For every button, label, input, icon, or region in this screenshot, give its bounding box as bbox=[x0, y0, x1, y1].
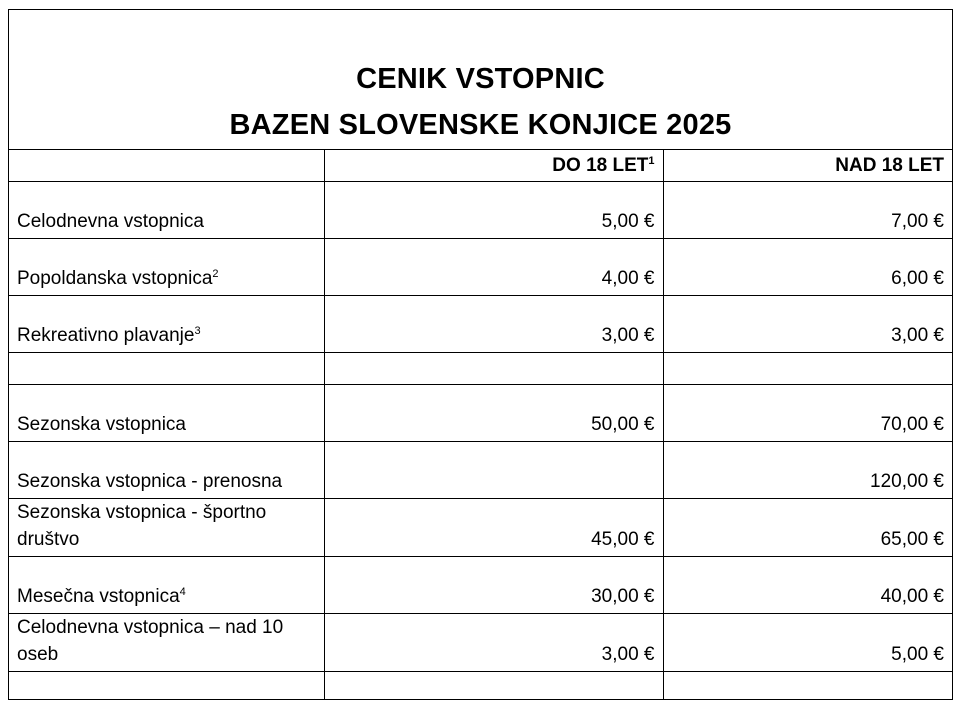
table-row bbox=[9, 384, 952, 441]
price-under-18: 30,00 € bbox=[324, 556, 663, 613]
price-sheet bbox=[8, 9, 953, 700]
table-row bbox=[9, 238, 952, 295]
table-row bbox=[9, 613, 952, 671]
row-footnote: 3 bbox=[194, 324, 201, 337]
row-footnote: 4 bbox=[179, 585, 186, 598]
row-label bbox=[9, 671, 324, 699]
price-under-18 bbox=[324, 352, 663, 384]
row-label-text: Celodnevna vstopnica bbox=[17, 210, 204, 232]
table-row bbox=[9, 498, 952, 556]
price-over-18 bbox=[663, 671, 952, 699]
price-table bbox=[9, 150, 952, 699]
header-under-18 bbox=[324, 150, 663, 181]
row-label bbox=[9, 384, 324, 441]
price-under-18 bbox=[324, 441, 663, 498]
price-under-18: 3,00 € bbox=[324, 613, 663, 671]
price-under-18: 3,00 € bbox=[324, 295, 663, 352]
row-label bbox=[9, 556, 324, 613]
row-label-text: Sezonska vstopnica - športno društvo bbox=[17, 501, 267, 550]
table-row bbox=[9, 295, 952, 352]
row-label bbox=[9, 238, 324, 295]
price-over-18: 6,00 € bbox=[663, 238, 952, 295]
table-row-empty bbox=[9, 671, 952, 699]
price-over-18: 70,00 € bbox=[663, 384, 952, 441]
price-over-18: 120,00 € bbox=[663, 441, 952, 498]
header-label-cell bbox=[9, 150, 324, 181]
price-under-18: 45,00 € bbox=[324, 498, 663, 556]
table-row bbox=[9, 441, 952, 498]
price-under-18 bbox=[324, 671, 663, 699]
row-label bbox=[9, 441, 324, 498]
row-label bbox=[9, 613, 324, 671]
price-over-18: 5,00 € bbox=[663, 613, 952, 671]
price-over-18: 65,00 € bbox=[663, 498, 952, 556]
price-over-18: 40,00 € bbox=[663, 556, 952, 613]
row-label bbox=[9, 498, 324, 556]
title-block bbox=[9, 10, 952, 150]
price-under-18: 4,00 € bbox=[324, 238, 663, 295]
row-label-text: Mesečna vstopnica bbox=[17, 585, 180, 607]
price-over-18: 7,00 € bbox=[663, 181, 952, 238]
header-row bbox=[9, 150, 952, 181]
row-label bbox=[9, 295, 324, 352]
table-row bbox=[9, 181, 952, 238]
title-line-1: CENIK VSTOPNIC bbox=[356, 63, 605, 95]
row-label-text: Popoldanska vstopnica bbox=[17, 267, 213, 289]
header-under-18-text: DO 18 LET bbox=[552, 154, 649, 176]
price-over-18: 3,00 € bbox=[663, 295, 952, 352]
row-label-text: Sezonska vstopnica bbox=[17, 413, 186, 435]
header-over-18: NAD 18 LET bbox=[663, 150, 952, 181]
table-row-empty bbox=[9, 352, 952, 384]
row-label bbox=[9, 352, 324, 384]
row-footnote: 2 bbox=[212, 267, 219, 280]
table-row bbox=[9, 556, 952, 613]
header-under-18-footnote: 1 bbox=[648, 154, 655, 167]
row-label-text: Rekreativno plavanje bbox=[17, 324, 195, 346]
price-under-18: 50,00 € bbox=[324, 384, 663, 441]
price-under-18: 5,00 € bbox=[324, 181, 663, 238]
row-label-text: Celodnevna vstopnica – nad 10 oseb bbox=[17, 616, 284, 665]
row-label-text: Sezonska vstopnica - prenosna bbox=[17, 470, 283, 492]
row-label bbox=[9, 181, 324, 238]
title-line-2: BAZEN SLOVENSKE KONJICE 2025 bbox=[229, 109, 732, 141]
price-over-18 bbox=[663, 352, 952, 384]
